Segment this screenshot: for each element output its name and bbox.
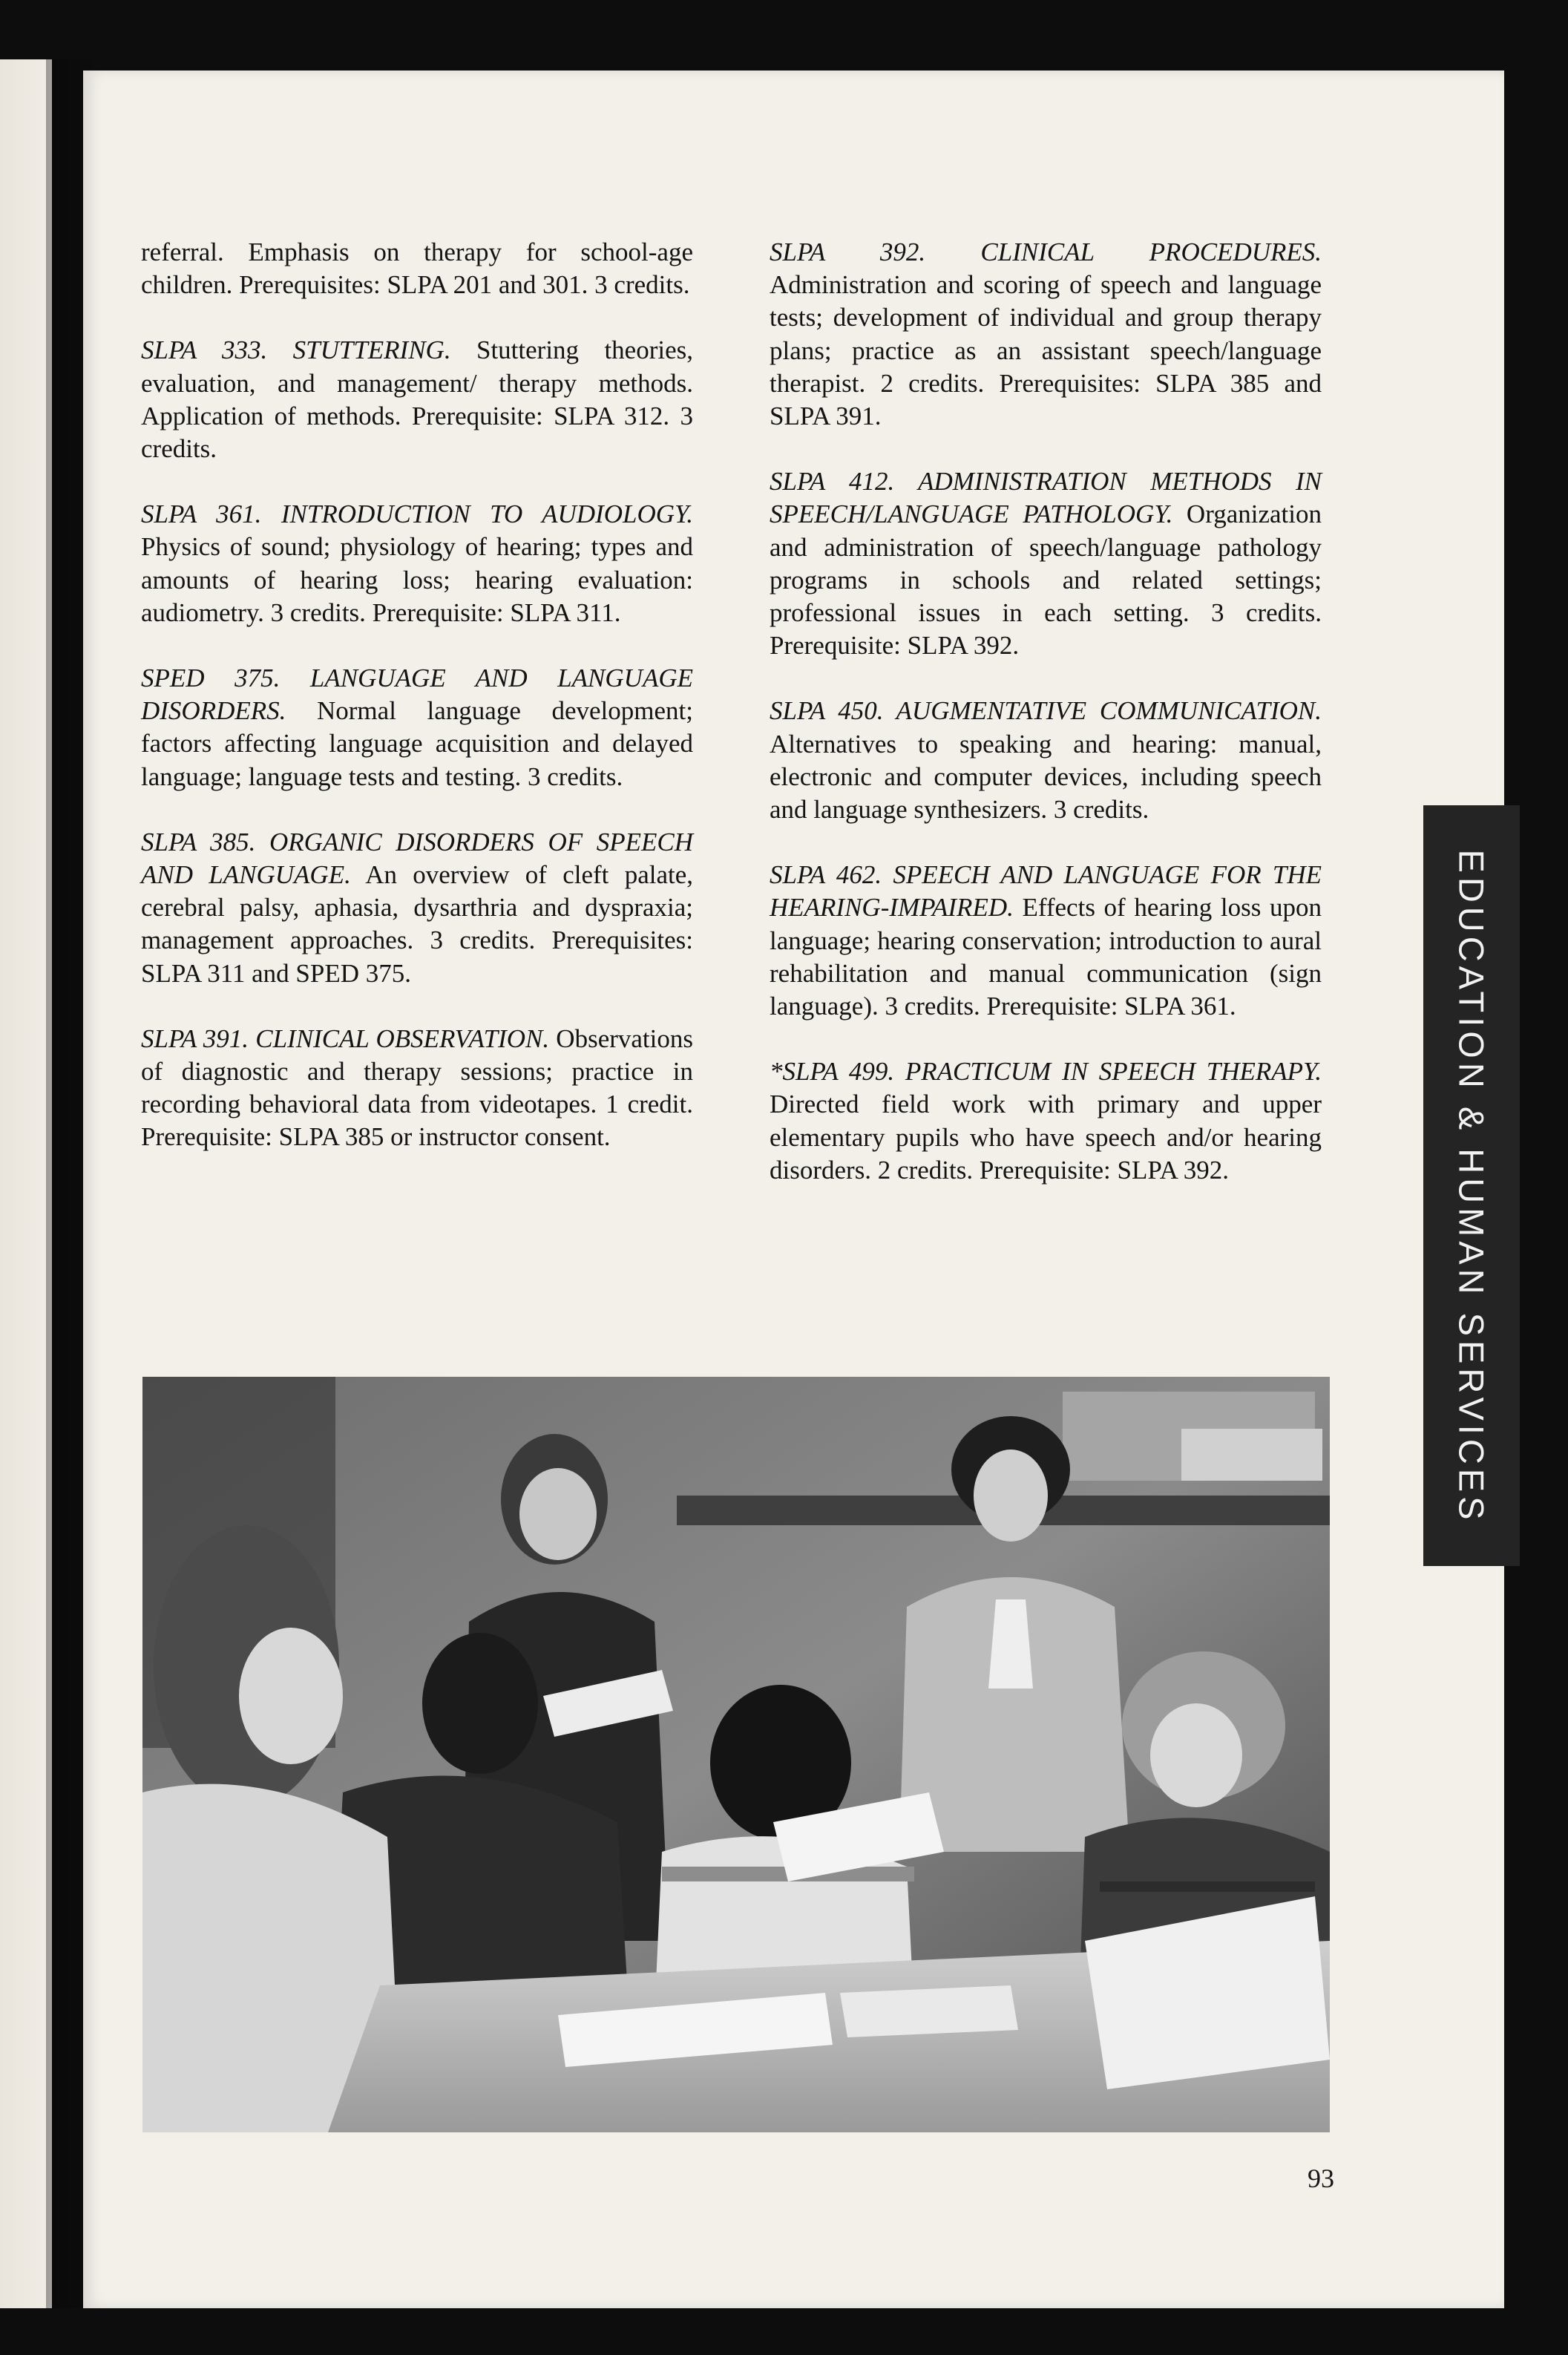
course-description: Directed field work with primary and upper elementary pupils who have speech and/or hearing disorders. 2 credits. Prerequisite: SLPA 392.	[770, 1090, 1322, 1185]
course-title: SLPA 412. ADMINISTRATION METHODS IN SPEECH/LANGUAGE PATHOLOGY.	[770, 467, 1322, 529]
course-description: Administration and scoring of speech and language tests; development of individual and group therapy plans; practice as an assistant speech/language therapist. 2 credits. Prerequisites: SLPA 385 and SLPA 391.	[770, 270, 1322, 431]
course-title: SLPA 385. ORGANIC DISORDERS OF SPEECH AND LANGUAGE.	[141, 827, 693, 890]
section-tab-label: EDUCATION & HUMAN SERVICES	[1451, 849, 1492, 1524]
right-column	[770, 236, 1322, 1219]
course-title: SLPA 391. CLINICAL OBSERVATION.	[141, 1023, 550, 1053]
course-description: Effects of hearing loss upon language; hearing conservation; introduction to aural rehabilitation and manual communication (sign language). 3 credits. Prerequisite: SLPA 361.	[770, 893, 1322, 1021]
course-description: Normal language development; factors affecting language acquisition and delayed language; language tests and testing. 3 credits.	[141, 696, 693, 791]
course-entry	[141, 662, 693, 793]
course-description: Observations of diagnostic and therapy sessions; practice in recording behavioral data from videotapes. 1 credit. Prerequisite: SLPA 385 or instructor consent.	[141, 1023, 693, 1152]
course-description: Physics of sound; physiology of hearing; types and amounts of hearing loss; hearing evaluation: audiometry. 3 credits. Prerequisite: SLPA 311.	[141, 532, 693, 627]
course-entry	[141, 334, 693, 465]
course-description: Organization and administration of speech/language pathology programs in schools and related settings; professional issues in each setting. 3 credits. Prerequisite: SLPA 392.	[770, 500, 1322, 661]
course-title: SPED 375. LANGUAGE AND LANGUAGE DISORDERS.	[141, 664, 693, 726]
course-entry	[770, 1055, 1322, 1187]
course-description: Alternatives to speaking and hearing: manual, electronic and computer devices, including speech and language synthesizers. 3 credits.	[770, 729, 1322, 825]
course-title: SLPA 333. STUTTERING.	[141, 335, 451, 365]
page-number: 93	[1308, 2164, 1334, 2193]
facing-page-edge	[0, 59, 52, 2308]
course-entry	[141, 1023, 693, 1154]
course-description: referral. Emphasis on therapy for school-age children. Prerequisites: SLPA 201 and 301. 3 credits.	[141, 238, 693, 300]
course-title: SLPA 361. INTRODUCTION TO AUDIOLOGY.	[141, 500, 693, 529]
course-entry	[770, 695, 1322, 826]
classroom-photo	[142, 1377, 1330, 2132]
left-column	[141, 236, 693, 1187]
course-entry	[770, 465, 1322, 662]
course-entry	[141, 826, 693, 990]
course-entry	[141, 498, 693, 629]
course-description: Stuttering theories, evaluation, and management/ therapy methods. Application of methods. Prerequisite: SLPA 312. 3 credits.	[141, 335, 693, 464]
course-title: *SLPA 499. PRACTICUM IN SPEECH THERAPY.	[770, 1057, 1322, 1087]
course-description: An overview of cleft palate, cerebral palsy, aphasia, dysarthria and dyspraxia; management approaches. 3 credits. Prerequisites: SLPA 311 and SPED 375.	[141, 860, 693, 988]
course-entry	[770, 859, 1322, 1023]
course-entry	[770, 236, 1322, 433]
course-title: SLPA 450. AUGMENTATIVE COMMUNICATION.	[770, 696, 1322, 726]
course-entry	[141, 236, 693, 301]
course-title: SLPA 392. CLINICAL PROCEDURES.	[770, 238, 1322, 266]
course-title: SLPA 462. SPEECH AND LANGUAGE FOR THE HEARING-IMPAIRED.	[770, 860, 1322, 923]
